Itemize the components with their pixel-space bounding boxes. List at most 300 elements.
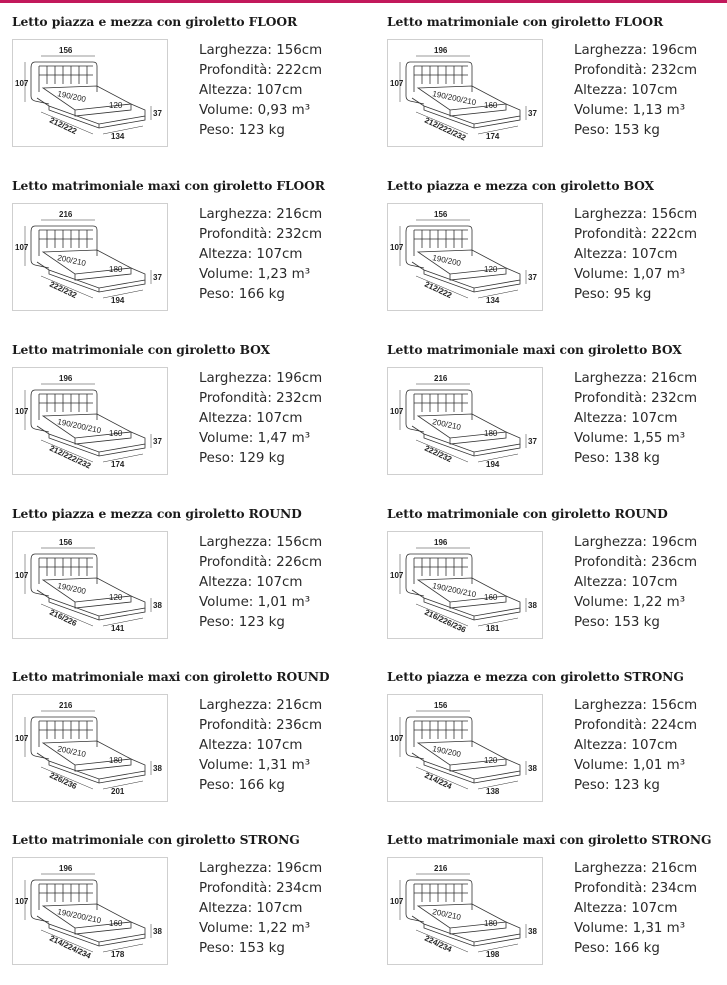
spec-list: [199, 369, 322, 469]
spec-label-depth: Profondità:: [199, 63, 272, 78]
spec-depth: [199, 879, 322, 899]
dim-foot: 120: [109, 101, 123, 110]
spec-height: [199, 245, 322, 265]
dim-foot: 180: [484, 919, 498, 928]
spec-label-depth: Profondità:: [574, 63, 647, 78]
spec-value-volume: 1,55 m³: [632, 431, 686, 446]
spec-label-width: Larghezza:: [574, 698, 647, 713]
bed-card: [387, 328, 727, 478]
dim-base: 222/232: [48, 279, 79, 301]
spec-label-depth: Profondità:: [574, 555, 647, 570]
spec-value-depth: 234cm: [651, 881, 698, 896]
spec-label-volume: Volume:: [199, 103, 254, 118]
spec-list: [199, 533, 322, 633]
spec-height: [574, 573, 697, 593]
spec-height: [574, 899, 697, 919]
spec-value-weight: 123 kg: [238, 123, 285, 138]
spec-width: [574, 41, 697, 61]
dim-left: 107: [390, 897, 404, 906]
spec-value-depth: 232cm: [276, 227, 323, 242]
spec-label-weight: Peso:: [199, 287, 235, 302]
spec-label-depth: Profondità:: [574, 391, 647, 406]
dim-mattress: 190/200: [56, 89, 87, 104]
bed-title: Letto matrimoniale maxi con giroletto BOX: [387, 342, 682, 357]
spec-label-weight: Peso:: [574, 451, 610, 466]
spec-value-volume: 1,01 m³: [257, 595, 311, 610]
spec-volume: [574, 593, 697, 613]
dim-left: 107: [15, 407, 29, 416]
bed-title: Letto matrimoniale maxi con giroletto FLOOR: [12, 178, 325, 193]
spec-value-height: 107cm: [631, 575, 678, 590]
dim-top: 196: [59, 374, 73, 383]
bed-dimension-diagram: [387, 694, 543, 802]
spec-depth: [574, 716, 697, 736]
dim-right: 37: [153, 109, 162, 118]
spec-label-width: Larghezza:: [574, 861, 647, 876]
spec-value-width: 156cm: [651, 698, 698, 713]
spec-label-depth: Profondità:: [574, 227, 647, 242]
spec-label-height: Altezza:: [199, 575, 253, 590]
spec-value-height: 107cm: [631, 247, 678, 262]
dim-left: 107: [390, 243, 404, 252]
bed-drawing-icon: [13, 858, 167, 964]
spec-width: [574, 369, 697, 389]
spec-value-volume: 0,93 m³: [257, 103, 311, 118]
spec-label-weight: Peso:: [574, 778, 610, 793]
bed-title: Letto matrimoniale con giroletto STRONG: [12, 832, 300, 847]
spec-value-depth: 236cm: [276, 718, 323, 733]
spec-depth: [199, 553, 322, 573]
spec-label-volume: Volume:: [199, 595, 254, 610]
spec-label-width: Larghezza:: [199, 43, 272, 58]
spec-label-weight: Peso:: [199, 778, 235, 793]
dim-left: 107: [390, 407, 404, 416]
spec-height: [199, 81, 322, 101]
dim-top: 216: [434, 864, 448, 873]
bed-card: [12, 0, 352, 150]
spec-value-width: 196cm: [276, 371, 323, 386]
dim-top: 156: [434, 701, 448, 710]
dim-mattress: 190/200/210: [431, 89, 477, 108]
dim-right: 37: [528, 273, 537, 282]
spec-value-volume: 1,23 m³: [257, 267, 311, 282]
bed-card: [12, 328, 352, 478]
dim-top: 156: [434, 210, 448, 219]
dim-top: 156: [59, 46, 73, 55]
bed-drawing-icon: [388, 695, 542, 801]
spec-label-depth: Profondità:: [199, 227, 272, 242]
spec-weight: [199, 449, 322, 469]
dim-left: 107: [15, 734, 29, 743]
spec-value-height: 107cm: [631, 901, 678, 916]
dim-base: 216/226/236: [423, 607, 468, 635]
spec-width: [199, 205, 322, 225]
spec-label-depth: Profondità:: [199, 718, 272, 733]
spec-value-volume: 1,31 m³: [632, 921, 686, 936]
spec-list: [199, 205, 322, 305]
dim-base: 224/234: [423, 933, 454, 955]
spec-value-width: 216cm: [276, 207, 323, 222]
spec-label-depth: Profondità:: [574, 718, 647, 733]
spec-label-weight: Peso:: [199, 123, 235, 138]
dim-base: 214/224: [423, 770, 454, 792]
spec-value-volume: 1,22 m³: [632, 595, 686, 610]
spec-weight: [574, 613, 697, 633]
dim-top: 196: [59, 864, 73, 873]
spec-label-weight: Peso:: [574, 941, 610, 956]
spec-height: [199, 573, 322, 593]
dim-left: 107: [15, 897, 29, 906]
spec-label-width: Larghezza:: [199, 535, 272, 550]
bed-card: [387, 0, 727, 150]
spec-volume: [199, 919, 322, 939]
dim-base: 212/222: [423, 279, 454, 301]
bed-card: [387, 492, 727, 642]
dim-mattress: 200/210: [431, 417, 462, 432]
dim-foot: 160: [109, 919, 123, 928]
spec-value-weight: 166 kg: [613, 941, 660, 956]
bed-drawing-icon: [388, 204, 542, 310]
dim-foot: 120: [484, 265, 498, 274]
spec-value-width: 196cm: [651, 43, 698, 58]
spec-label-height: Altezza:: [574, 575, 628, 590]
spec-value-volume: 1,13 m³: [632, 103, 686, 118]
spec-depth: [574, 879, 697, 899]
spec-label-width: Larghezza:: [574, 207, 647, 222]
dim-foot: 160: [109, 429, 123, 438]
spec-label-height: Altezza:: [199, 411, 253, 426]
dim-front: 194: [111, 296, 125, 305]
bed-drawing-icon: [388, 532, 542, 638]
bed-title: Letto piazza e mezza con giroletto FLOOR: [12, 14, 298, 29]
spec-value-depth: 236cm: [651, 555, 698, 570]
spec-value-weight: 166 kg: [238, 778, 285, 793]
spec-value-weight: 153 kg: [613, 123, 660, 138]
spec-width: [574, 696, 697, 716]
spec-volume: [574, 429, 697, 449]
spec-value-height: 107cm: [631, 738, 678, 753]
dim-left: 107: [390, 734, 404, 743]
dim-right: 38: [153, 764, 162, 773]
dim-front: 198: [486, 950, 500, 959]
spec-label-weight: Peso:: [199, 615, 235, 630]
spec-label-weight: Peso:: [574, 287, 610, 302]
spec-width: [574, 205, 697, 225]
spec-weight: [574, 776, 697, 796]
spec-list: [199, 41, 322, 141]
spec-value-depth: 232cm: [276, 391, 323, 406]
spec-label-depth: Profondità:: [199, 881, 272, 896]
dim-foot: 120: [484, 756, 498, 765]
dim-mattress: 200/210: [56, 253, 87, 268]
dim-front: 134: [111, 132, 125, 141]
dim-right: 38: [528, 601, 537, 610]
dim-front: 141: [111, 624, 125, 633]
spec-label-depth: Profondità:: [199, 555, 272, 570]
dim-front: 181: [486, 624, 500, 633]
spec-height: [574, 81, 697, 101]
spec-value-weight: 129 kg: [238, 451, 285, 466]
dim-base: 212/222: [48, 115, 79, 137]
dim-left: 107: [15, 79, 29, 88]
spec-label-depth: Profondità:: [574, 881, 647, 896]
dim-foot: 180: [484, 429, 498, 438]
spec-label-height: Altezza:: [199, 738, 253, 753]
bed-title: Letto matrimoniale con giroletto FLOOR: [387, 14, 664, 29]
dim-right: 38: [528, 927, 537, 936]
bed-title: Letto matrimoniale maxi con giroletto STRONG: [387, 832, 712, 847]
spec-width: [199, 533, 322, 553]
spec-value-depth: 232cm: [651, 391, 698, 406]
dim-right: 37: [528, 437, 537, 446]
dim-base: 214/224/234: [48, 933, 93, 961]
spec-label-width: Larghezza:: [199, 371, 272, 386]
dim-top: 216: [59, 701, 73, 710]
bed-card: [387, 164, 727, 314]
dim-base: 222/232: [423, 443, 454, 465]
spec-value-height: 107cm: [256, 247, 303, 262]
spec-label-volume: Volume:: [574, 103, 629, 118]
spec-label-volume: Volume:: [574, 921, 629, 936]
spec-value-width: 216cm: [276, 698, 323, 713]
dim-top: 216: [434, 374, 448, 383]
spec-label-volume: Volume:: [199, 431, 254, 446]
dim-front: 174: [486, 132, 500, 141]
spec-value-width: 156cm: [651, 207, 698, 222]
spec-value-height: 107cm: [631, 411, 678, 426]
spec-list: [574, 533, 697, 633]
dim-foot: 160: [484, 593, 498, 602]
spec-value-width: 196cm: [651, 535, 698, 550]
spec-label-depth: Profondità:: [199, 391, 272, 406]
spec-list: [199, 696, 322, 796]
dim-left: 107: [15, 571, 29, 580]
spec-value-width: 156cm: [276, 43, 323, 58]
dim-front: 138: [486, 787, 500, 796]
spec-list: [574, 696, 697, 796]
spec-value-depth: 232cm: [651, 63, 698, 78]
bed-title: Letto piazza e mezza con giroletto ROUND: [12, 506, 302, 521]
bed-card: [387, 818, 727, 968]
dim-right: 37: [153, 437, 162, 446]
spec-volume: [574, 756, 697, 776]
bed-card: [12, 164, 352, 314]
dim-front: 174: [111, 460, 125, 469]
dim-foot: 160: [484, 101, 498, 110]
spec-volume: [199, 756, 322, 776]
spec-depth: [574, 389, 697, 409]
bed-title: Letto matrimoniale maxi con giroletto ROUND: [12, 669, 330, 684]
dim-foot: 180: [109, 756, 123, 765]
spec-label-volume: Volume:: [199, 267, 254, 282]
spec-value-depth: 226cm: [276, 555, 323, 570]
spec-width: [199, 369, 322, 389]
bed-dimension-diagram: [387, 203, 543, 311]
dim-base: 226/236: [48, 770, 79, 792]
dim-mattress: 190/200/210: [56, 907, 102, 926]
spec-value-height: 107cm: [256, 575, 303, 590]
spec-label-volume: Volume:: [574, 758, 629, 773]
dim-right: 37: [153, 273, 162, 282]
dim-left: 107: [390, 571, 404, 580]
dim-mattress: 190/200/210: [56, 417, 102, 436]
dim-top: 156: [59, 538, 73, 547]
spec-value-weight: 123 kg: [613, 778, 660, 793]
spec-value-volume: 1,47 m³: [257, 431, 311, 446]
spec-value-height: 107cm: [256, 411, 303, 426]
spec-label-weight: Peso:: [199, 451, 235, 466]
dim-front: 178: [111, 950, 125, 959]
dim-top: 196: [434, 46, 448, 55]
spec-weight: [199, 285, 322, 305]
spec-label-width: Larghezza:: [199, 207, 272, 222]
spec-width: [574, 533, 697, 553]
spec-weight: [199, 776, 322, 796]
spec-weight: [574, 939, 697, 959]
spec-weight: [574, 121, 697, 141]
spec-volume: [574, 919, 697, 939]
spec-value-weight: 166 kg: [238, 287, 285, 302]
bed-dimension-diagram: [387, 367, 543, 475]
spec-label-weight: Peso:: [574, 123, 610, 138]
bed-dimension-diagram: [12, 39, 168, 147]
spec-label-width: Larghezza:: [574, 43, 647, 58]
spec-value-width: 216cm: [651, 861, 698, 876]
bed-card: [12, 818, 352, 968]
spec-value-depth: 222cm: [276, 63, 323, 78]
spec-value-height: 107cm: [631, 83, 678, 98]
bed-dimension-diagram: [12, 367, 168, 475]
spec-value-weight: 153 kg: [613, 615, 660, 630]
dim-front: 134: [486, 296, 500, 305]
bed-title: Letto matrimoniale con giroletto BOX: [12, 342, 270, 357]
spec-label-volume: Volume:: [574, 595, 629, 610]
spec-list: [574, 859, 697, 959]
bed-drawing-icon: [388, 368, 542, 474]
spec-value-width: 216cm: [651, 371, 698, 386]
spec-weight: [574, 449, 697, 469]
spec-label-weight: Peso:: [574, 615, 610, 630]
spec-label-height: Altezza:: [574, 738, 628, 753]
bed-card: [12, 492, 352, 642]
spec-height: [574, 245, 697, 265]
bed-dimension-diagram: [387, 857, 543, 965]
bed-dimension-diagram: [387, 39, 543, 147]
bed-dimension-diagram: [12, 203, 168, 311]
spec-value-height: 107cm: [256, 738, 303, 753]
spec-volume: [199, 101, 322, 121]
bed-drawing-icon: [13, 532, 167, 638]
dim-mattress: 190/200: [431, 744, 462, 759]
spec-height: [574, 736, 697, 756]
spec-label-height: Altezza:: [199, 901, 253, 916]
spec-label-height: Altezza:: [574, 901, 628, 916]
spec-value-volume: 1,01 m³: [632, 758, 686, 773]
spec-volume: [199, 429, 322, 449]
spec-value-width: 156cm: [276, 535, 323, 550]
spec-list: [574, 205, 697, 305]
dim-mattress: 200/210: [56, 744, 87, 759]
spec-label-width: Larghezza:: [574, 371, 647, 386]
spec-volume: [574, 265, 697, 285]
spec-weight: [574, 285, 697, 305]
spec-list: [574, 41, 697, 141]
spec-height: [199, 409, 322, 429]
dim-base: 212/222/232: [48, 443, 93, 471]
bed-drawing-icon: [13, 368, 167, 474]
spec-depth: [199, 389, 322, 409]
bed-dimension-diagram: [12, 857, 168, 965]
spec-depth: [199, 225, 322, 245]
spec-list: [574, 369, 697, 469]
bed-drawing-icon: [388, 858, 542, 964]
spec-label-volume: Volume:: [199, 758, 254, 773]
spec-height: [199, 736, 322, 756]
bed-drawing-icon: [13, 204, 167, 310]
spec-value-weight: 153 kg: [238, 941, 285, 956]
spec-value-weight: 123 kg: [238, 615, 285, 630]
spec-depth: [199, 61, 322, 81]
spec-value-depth: 224cm: [651, 718, 698, 733]
bed-title: Letto matrimoniale con giroletto ROUND: [387, 506, 668, 521]
spec-value-height: 107cm: [256, 83, 303, 98]
dim-mattress: 190/200/210: [431, 581, 477, 600]
spec-label-width: Larghezza:: [199, 698, 272, 713]
spec-volume: [199, 593, 322, 613]
dim-top: 196: [434, 538, 448, 547]
dim-top: 216: [59, 210, 73, 219]
bed-title: Letto piazza e mezza con giroletto BOX: [387, 178, 654, 193]
dim-right: 37: [528, 109, 537, 118]
spec-value-depth: 222cm: [651, 227, 698, 242]
spec-width: [199, 41, 322, 61]
bed-title: Letto piazza e mezza con giroletto STRONG: [387, 669, 684, 684]
spec-weight: [199, 613, 322, 633]
spec-label-height: Altezza:: [574, 83, 628, 98]
spec-weight: [199, 939, 322, 959]
dim-right: 38: [153, 601, 162, 610]
spec-depth: [574, 553, 697, 573]
spec-label-width: Larghezza:: [574, 535, 647, 550]
dim-mattress: 190/200: [431, 253, 462, 268]
dim-foot: 180: [109, 265, 123, 274]
spec-value-width: 196cm: [276, 861, 323, 876]
spec-width: [199, 696, 322, 716]
bed-drawing-icon: [388, 40, 542, 146]
bed-dimension-diagram: [12, 694, 168, 802]
dim-base: 216/226: [48, 607, 79, 629]
dim-left: 107: [15, 243, 29, 252]
dim-right: 38: [528, 764, 537, 773]
spec-label-height: Altezza:: [574, 411, 628, 426]
spec-label-height: Altezza:: [574, 247, 628, 262]
spec-depth: [574, 225, 697, 245]
spec-label-volume: Volume:: [574, 431, 629, 446]
spec-height: [199, 899, 322, 919]
bed-drawing-icon: [13, 40, 167, 146]
spec-height: [574, 409, 697, 429]
spec-width: [199, 859, 322, 879]
dim-mattress: 190/200: [56, 581, 87, 596]
spec-volume: [574, 101, 697, 121]
spec-depth: [199, 716, 322, 736]
spec-label-height: Altezza:: [199, 83, 253, 98]
bed-drawing-icon: [13, 695, 167, 801]
bed-dimension-diagram: [12, 531, 168, 639]
spec-value-volume: 1,07 m³: [632, 267, 686, 282]
spec-width: [574, 859, 697, 879]
spec-label-width: Larghezza:: [199, 861, 272, 876]
